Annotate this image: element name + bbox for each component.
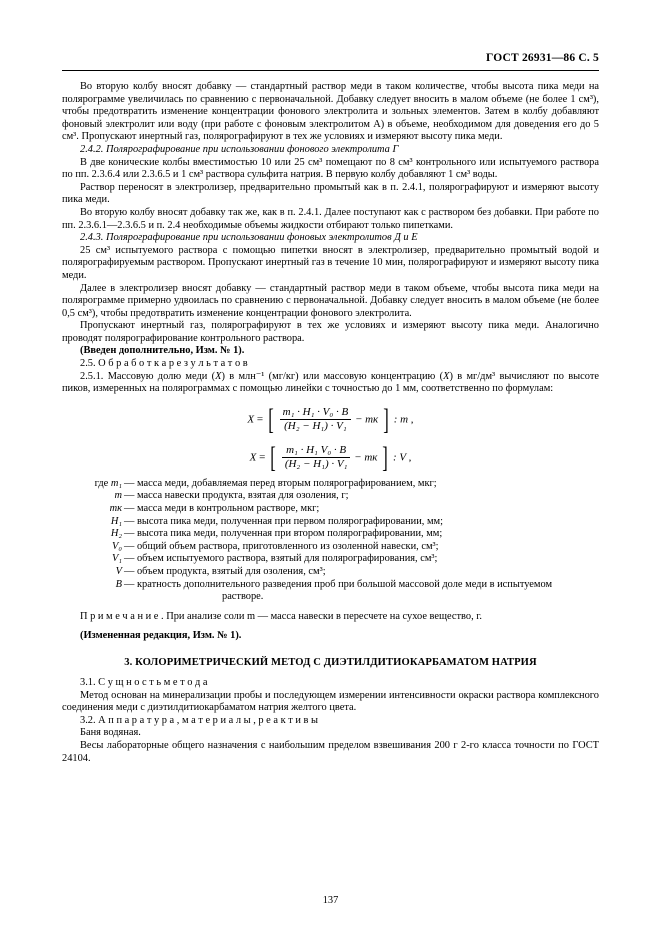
paragraph-9 — [62, 371, 599, 396]
definition-list — [62, 478, 599, 604]
definition-row — [62, 579, 599, 592]
formula-2 — [62, 440, 599, 474]
definition-symbol: V₀ — [112, 540, 122, 552]
formula-1-bracket-left: [ — [268, 402, 274, 436]
definition-row — [62, 566, 599, 579]
paragraph-6: Далее в электролизер вносят добавку — стандартный раствор меди в таком объеме, чтобы высота пика меди на полярограмме примерно удвоилась по сравнению с первоначальной. Добавку следует вносить в малом объеме (не более 0,5 см³), чтобы предотвратить изменение концентрации фонового электролита. — [62, 282, 599, 319]
formula-1-denominator: (H₂ − H₁) · V₁ — [284, 420, 347, 433]
paragraph-1: Во вторую колбу вносят добавку — стандартный раствор меди в таком количестве, чтобы высота пика меди на полярограмме увеличилась по сравнению с первоначальной. Добавку следует вносить в малом объеме (не более 1 см³), чтобы предотвратить изменение концентрации фонового электролита и зольных элементов. Затем в колбу добавляют фоновый электролит или воду (при работе с фоновым электролитом А) в объеме, необходимом для доведения его до 5 см³. Пропускают инертный газ, полярографируют в тех же условиях и измеряют высоту пика меди. — [62, 81, 599, 143]
definition-row — [62, 490, 599, 503]
definition-text: — объем испытуемого раствора, взятый для полярографирования, см³; — [124, 553, 438, 565]
definition-text: — кратность дополнительного разведения проб при большой массовой доле меди в испытуемом — [124, 578, 553, 590]
formula-2-minus-term: − mк — [354, 451, 378, 464]
definition-row — [62, 528, 599, 541]
paragraph-8-amendment: (Введен дополнительно, Изм. № 1). — [80, 345, 245, 357]
where-label: где — [94, 477, 109, 489]
formula-2-equals: = — [259, 451, 269, 464]
definition-symbol: m₁ — [110, 477, 122, 489]
paragraph-12: Баня водяная. — [80, 727, 141, 739]
definition-row — [62, 541, 599, 554]
formula-2-tail: : V , — [392, 451, 412, 464]
paragraph-5: 25 см³ испытуемого раствора с помощью пипетки вносят в электролизер, предварительно промытый водой и полярографируемым раствором. Пропускают инертный газ в течение 10 мин, полярографируют и измеряют высоту пика меди. — [62, 244, 599, 281]
paragraph-11: Метод основан на минерализации пробы и последующем измерении интенсивности окраски раствора комплексного соединения меди с диэтилдитиокарбаматом натрия желтого цвета. — [62, 689, 599, 714]
definition-text: — высота пика меди, полученная при первом полярографировании, мм; — [124, 515, 443, 527]
definition-row-continuation — [62, 591, 599, 604]
formula-1-equals: = — [256, 413, 266, 426]
formula-2-numerator: m₁ · H₁ V₀ · В — [282, 445, 351, 458]
section-3-title: 3. КОЛОРИМЕТРИЧЕСКИЙ МЕТОД С ДИЭТИЛДИТИОКАРБАМАТОМ НАТРИЯ — [124, 656, 537, 668]
paragraph-9-part-a: 2.5.1. Массовую долю меди ( — [80, 370, 216, 382]
header-divider — [62, 70, 599, 71]
formula-2-fraction — [282, 445, 351, 470]
formula-1-bracket-right: ] — [383, 402, 389, 436]
definition-row — [62, 478, 599, 491]
paragraph-4: Во вторую колбу вносят добавку так же, как в п. 2.4.1. Далее поступают как с раствором без добавки. При работе по пп. 2.3.6.1—2.3.6.5 и п. 2.4 необходимые объемы жидкости отбирают только пипетками. — [62, 206, 599, 231]
note-text: П р и м е ч а н и е . При анализе соли m — масса навески в пересчете на сухое вещество, г. — [80, 610, 482, 622]
paragraph-13: Весы лабораторные общего назначения с наибольшим пределом взвешивания 200 г 2-го класса точности по ГОСТ 24104. — [62, 739, 599, 764]
paragraph-7: Пропускают инертный газ, полярографируют в тех же условиях и измеряют высоту пика меди. Аналогично проводят полярографирование контрольного раствора. — [62, 320, 599, 344]
formula-2-lhs: X — [249, 451, 257, 464]
definition-symbol: H₂ — [110, 528, 122, 540]
definition-text: — масса меди, добавляемая перед вторым полярографированием, мкг; — [124, 477, 437, 489]
heading-2-4-2: 2.4.2. Полярографирование при использовании фонового электролита Г — [80, 143, 399, 155]
definition-symbol: V — [115, 566, 122, 577]
definition-text: — масса навески продукта, взятая для озоления, г; — [124, 490, 349, 502]
formula-1-numerator: m₁ · H₁ · V₀ · В — [280, 407, 352, 420]
definition-row — [62, 503, 599, 516]
page-number: 137 — [322, 895, 339, 906]
definition-symbol: m — [114, 490, 122, 502]
definition-row — [62, 516, 599, 529]
definition-text: — объем продукта, взятый для озоления, см³; — [124, 566, 326, 577]
formula-1-lhs: X — [247, 413, 255, 426]
symbol-x-2: X — [443, 370, 450, 382]
paragraph-3: Раствор переносят в электролизер, предварительно промытый как в п. 2.4.1, полярографируют и измеряют высоту пика меди. — [62, 181, 599, 206]
formula-1-minus-term: − mк — [354, 413, 379, 426]
definition-text: — общий объем раствора, приготовленного из озоленной навески, см³; — [124, 540, 439, 552]
definition-symbol: V₁ — [112, 553, 122, 565]
symbol-x-1: X — [215, 370, 222, 382]
formula-1 — [62, 402, 599, 436]
definition-text: растворе. — [222, 591, 264, 603]
definition-symbol: В — [115, 578, 122, 590]
amendment-note: (Измененная редакция, Изм. № 1). — [80, 630, 242, 642]
definition-term — [62, 478, 124, 491]
heading-3-2: 3.2. А п п а р а т у р а , м а т е р и а л ы , р е а к т и в ы — [80, 714, 319, 726]
definition-row — [62, 553, 599, 566]
definition-symbol: mк — [109, 503, 122, 515]
heading-3-1: 3.1. С у щ н о с т ь м е т о д а — [80, 676, 208, 688]
paragraph-9-part-c: ) в мг/дм³ вычисляют по высоте пиков, измеренных на полярограммах с помощью линейки с точностью до 1 мм, соответственно по формулам: — [62, 370, 599, 395]
formula-1-tail: : m , — [393, 413, 414, 426]
heading-2-5: 2.5. О б р а б о т к а р е з у л ь т а т о в — [80, 358, 248, 370]
paragraph-2: В две конические колбы вместимостью 10 или 25 см³ помещают по 8 см³ контрольного или испытуемого раствора по пп. 2.3.6.4 или 2.3.6.5 и 1 см³ раствора сульфита натрия. В первую колбу добавляют 1 см³ воды. — [62, 156, 599, 181]
formula-2-denominator: (H₂ − H₁) · V₁ — [284, 458, 348, 471]
heading-2-4-3: 2.4.3. Полярографирование при использовании фоновых электролитов Д и Е — [80, 232, 418, 244]
definition-text: — высота пика меди, полученная при втором полярографировании, мм; — [124, 528, 443, 540]
definition-text: — масса меди в контрольном растворе, мкг; — [124, 503, 320, 515]
formula-2-bracket-left: [ — [270, 440, 276, 474]
formula-1-fraction — [280, 407, 352, 432]
paragraph-9-part-b: ) в млн⁻¹ (мг/кг) или массовую концентрацию ( — [221, 370, 444, 382]
formula-2-bracket-right: ] — [382, 440, 388, 474]
page-header: ГОСТ 26931—86 С. 5 — [486, 52, 599, 64]
definition-symbol: H₁ — [110, 515, 122, 527]
